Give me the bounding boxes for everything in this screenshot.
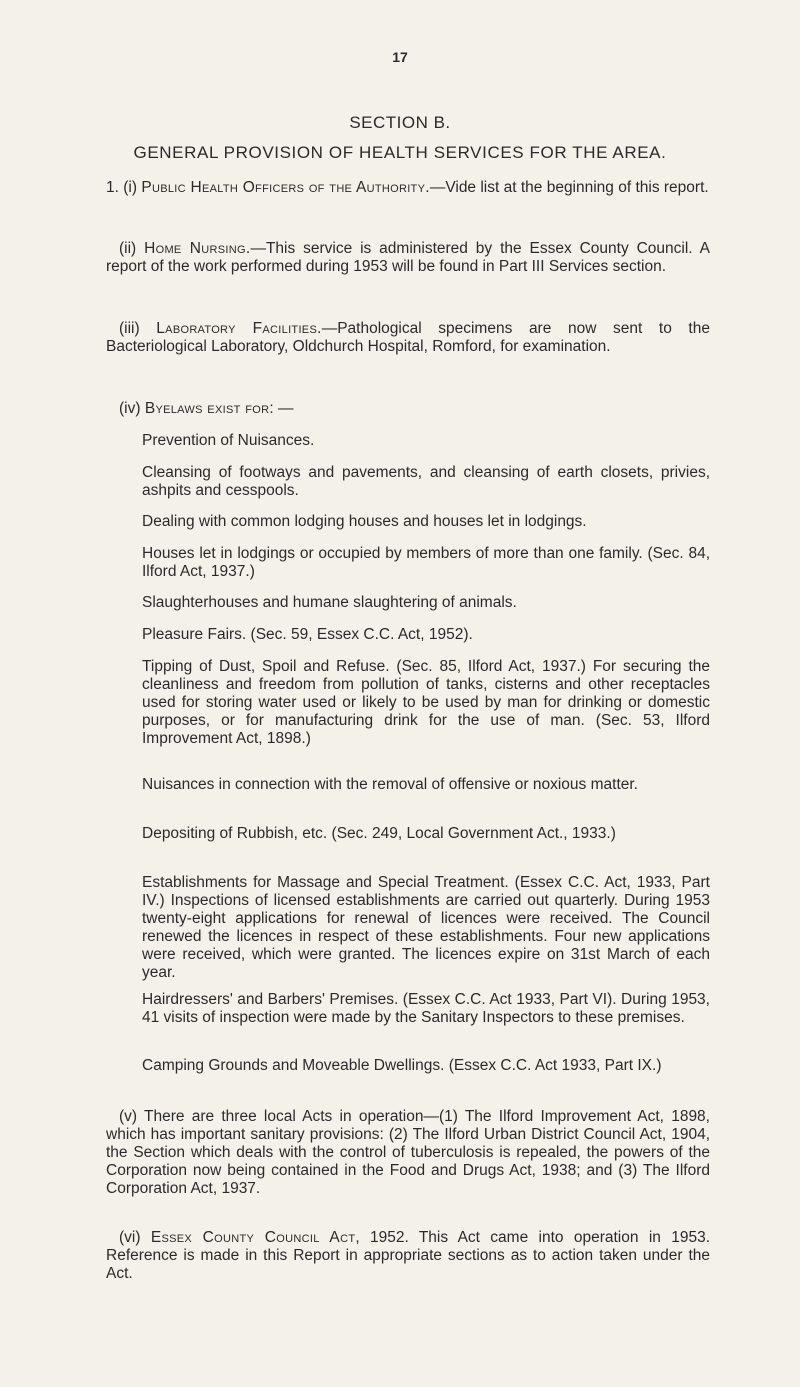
paragraph-byelaws-intro [106,400,710,418]
main-heading: GENERAL PROVISION OF HEALTH SERVICES FOR THE AREA. [133,143,667,162]
paragraph-body: —Vide list at the beginning of this report. [429,179,709,196]
paragraph-title: Byelaws exist for [144,400,270,417]
paragraph-body: —Pathological specimens are now sent to the Bacteriological Laboratory, Oldchurch Hospital, Romford, for examination. [106,320,710,355]
paragraph-public-health-officers [106,179,710,197]
paragraph-prefix: (iv) [119,400,145,417]
section-label: SECTION B. [349,113,451,132]
paragraph-title: Laboratory Facilities. [156,320,322,337]
paragraph-body: , 1952. This Act came into operation in 1953. Reference is made in this Report in appropriate sections as to action taken under the Act. [106,1229,711,1282]
byelaw-item: Pleasure Fairs. (Sec. 59, Essex C.C. Act, 1952). [142,626,473,643]
paragraph-essex-act [106,1229,710,1283]
byelaw-item: Depositing of Rubbish, etc. (Sec. 249, Local Government Act., 1933.) [142,825,616,842]
byelaw-item: Establishments for Massage and Special Treatment. (Essex C.C. Act, 1933, Part IV.) Inspections of licensed establishments are carried out quarterly. During 1953 twenty-eight applications for renewal of licences were received. The Council renewed the licences in respect of these establishments. Four new applications were received, which were granted. The licences expire on 31st March of each year. [142,874,710,981]
byelaw-item: Cleansing of footways and pavements, and cleansing of earth closets, privies, ashpits and cesspools. [142,464,710,499]
paragraph-local-acts: (v) There are three local Acts in operation—(1) The Ilford Improvement Act, 1898, which has important sanitary provisions: (2) The Ilford Urban District Council Act, 1904, the Section which deals with the control of tuberculosis is repealed, the powers of the Corporation now being contained in the Food and Drugs Act, 1938; and (3) The Ilford Corporation Act, 1937. [106,1108,710,1197]
paragraph-prefix: (ii) [119,240,145,257]
byelaw-item: Slaughterhouses and humane slaughtering of animals. [142,594,517,611]
byelaw-item: Camping Grounds and Moveable Dwellings. (Essex C.C. Act 1933, Part IX.) [142,1057,662,1074]
paragraph-title: Essex County Council Act [150,1229,356,1246]
byelaw-item: Dealing with common lodging houses and houses let in lodgings. [142,513,587,530]
paragraph-prefix: (iii) [119,320,157,337]
paragraph-title: Public Health Officers of the Authority. [141,179,430,196]
paragraph-home-nursing [106,240,710,276]
byelaw-item: Tipping of Dust, Spoil and Refuse. (Sec. 85, Ilford Act, 1937.) For securing the cleanliness and freedom from pollution of tanks, cisterns and other receptacles used for storing water used or likely to be used by man for drinking or domestic purposes, or for manufacturing drink for the use of man. (Sec. 53, Ilford Improvement Act, 1898.) [142,658,710,747]
byelaw-item: Houses let in lodgings or occupied by members of more than one family. (Sec. 84, Ilford Act, 1937.) [142,545,710,580]
paragraph-prefix: (vi) [119,1229,151,1246]
paragraph-body: : — [269,400,294,417]
page-number: 17 [392,49,408,65]
byelaw-item: Prevention of Nuisances. [142,432,315,449]
byelaw-item: Hairdressers' and Barbers' Premises. (Essex C.C. Act 1933, Part VI). During 1953, 41 visits of inspection were made by the Sanitary Inspectors to these premises. [142,991,710,1026]
paragraph-laboratory-facilities [106,320,710,356]
paragraph-prefix: 1. (i) [106,179,142,196]
byelaw-item: Nuisances in connection with the removal of offensive or noxious matter. [142,776,638,793]
paragraph-title: Home Nursing. [144,240,251,257]
paragraph-body: —This service is administered by the Essex County Council. A report of the work performed during 1953 will be found in Part III Services section. [106,240,710,275]
